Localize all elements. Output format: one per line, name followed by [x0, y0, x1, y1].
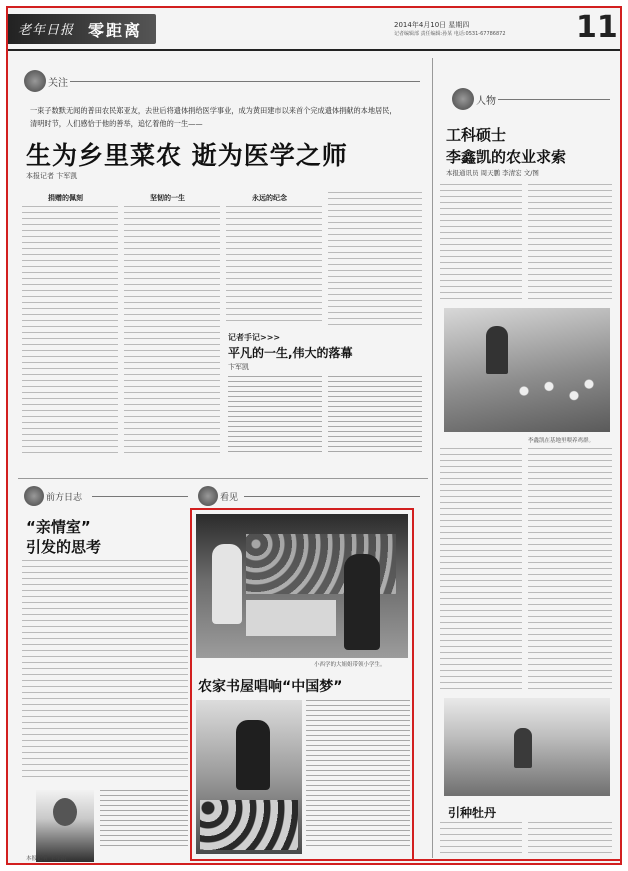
guanzhu-tag-icon [24, 70, 46, 92]
qianfang-headline-2: 引发的思考 [26, 538, 102, 556]
guanzhu-body-col-4 [328, 192, 422, 326]
speaker-arm-raised [236, 720, 270, 790]
masthead-editor-line: 记者编辑部 责任编辑:孙某 电话:0531-67786872 [394, 31, 506, 37]
notes-body-col-1 [228, 376, 322, 456]
chicken-flock [504, 368, 604, 414]
renwu-body-col-6 [528, 822, 612, 858]
renwu-headline-2: 李鑫凯的农业求索 [446, 148, 567, 166]
renwu-tag-icon [452, 88, 474, 110]
field-worker-figure [514, 728, 532, 768]
page-number: 11 [576, 10, 618, 45]
guanzhu-body-col-1 [22, 206, 118, 456]
guanzhu-intro: 一束子数默无闻的普田农民郑亚友，去世后将遗体捐给医学事业，成为黄田建市以来首个完成遗体捐献的本地居民，清明时节，人们感恰于他的善举，追忆着他的一生—— [30, 106, 397, 128]
renwu-body-col-3 [440, 448, 522, 692]
renwu-photo-chickens [444, 308, 610, 432]
kanjian-photo-speaker [196, 700, 302, 854]
qianfang-headline-1: “亲情室” [26, 518, 91, 536]
notes-title: 平凡的一生,伟大的落幕 [228, 346, 353, 360]
renwu-body-col-2 [528, 184, 612, 302]
guanzhu-tag-rule [70, 81, 420, 82]
kanjian-photo-classroom [196, 514, 408, 658]
guanzhu-headline: 生为乡里菜农 逝为医学之师 [26, 141, 348, 170]
column-divider-right [432, 58, 433, 858]
notes-byline: 卞军凯 [228, 363, 249, 371]
masthead-divider [8, 49, 620, 51]
qianfang-author-photo [36, 790, 94, 862]
renwu-body-col-4 [528, 448, 612, 692]
qianfang-tag-rule [92, 496, 188, 497]
kanjian-photo-caption: 小西学的大姐姐带领小学生。 [314, 662, 386, 668]
kanjian-tag: 看见 [220, 493, 239, 503]
renwu-byline: 本报通讯员 周天鹏 李清宏 文/图 [446, 169, 539, 177]
renwu-tag-rule [498, 99, 610, 100]
qianfang-author-caption: 本报记者 卞军凯 [26, 856, 67, 862]
guanzhu-tag: 关注 [48, 78, 68, 89]
masthead [8, 8, 620, 50]
renwu-sub-headline: 引种牡丹 [448, 806, 497, 820]
guanzhu-body-col-3 [226, 206, 322, 326]
page-footer-rule [190, 859, 620, 861]
renwu-headline-1: 工科硕士 [446, 126, 507, 144]
kanjian-tag-rule [244, 496, 420, 497]
masthead-section: 零距离 [88, 21, 143, 40]
guanzhu-col-head-1: 捐赠的佩刻 [48, 194, 83, 202]
notes-body-col-2 [328, 376, 422, 456]
renwu-tag: 人物 [476, 96, 496, 107]
guanzhu-col-head-2: 坚韧的一生 [150, 194, 185, 202]
author-head [53, 798, 77, 826]
speaker-figure [344, 554, 380, 650]
renwu-photo-field [444, 698, 610, 796]
farmer-figure [486, 326, 508, 374]
qianfang-tag-icon [24, 486, 44, 506]
student-heads [200, 800, 298, 850]
renwu-body-col-5 [440, 822, 522, 858]
section-divider-mid [18, 478, 428, 479]
guanzhu-col-head-3: 永远的纪念 [252, 194, 287, 202]
newspaper-page [6, 6, 622, 865]
masthead-date: 2014年4月10日 星期四 [394, 21, 470, 29]
desk-shape [246, 600, 336, 636]
renwu-photo-caption: 李鑫凯在基地里喂养鸡群。 [528, 438, 595, 444]
kanjian-headline: 农家书屋唱响“中国梦” [198, 679, 343, 695]
qianfang-tag: 前方日志 [46, 493, 83, 503]
guanzhu-byline: 本报记者 卞军凯 [26, 172, 78, 180]
qianfang-body-wide [22, 560, 188, 782]
qianfang-body-narrow [100, 790, 188, 850]
masthead-brand: 老年日报 [18, 23, 75, 38]
kanjian-body [306, 700, 410, 850]
guanzhu-body-col-2 [124, 206, 220, 456]
notes-label: 记者手记>>> [228, 333, 281, 342]
renwu-body-col-1 [440, 184, 522, 302]
kanjian-tag-icon [198, 486, 218, 506]
presenter-figure [212, 544, 242, 624]
